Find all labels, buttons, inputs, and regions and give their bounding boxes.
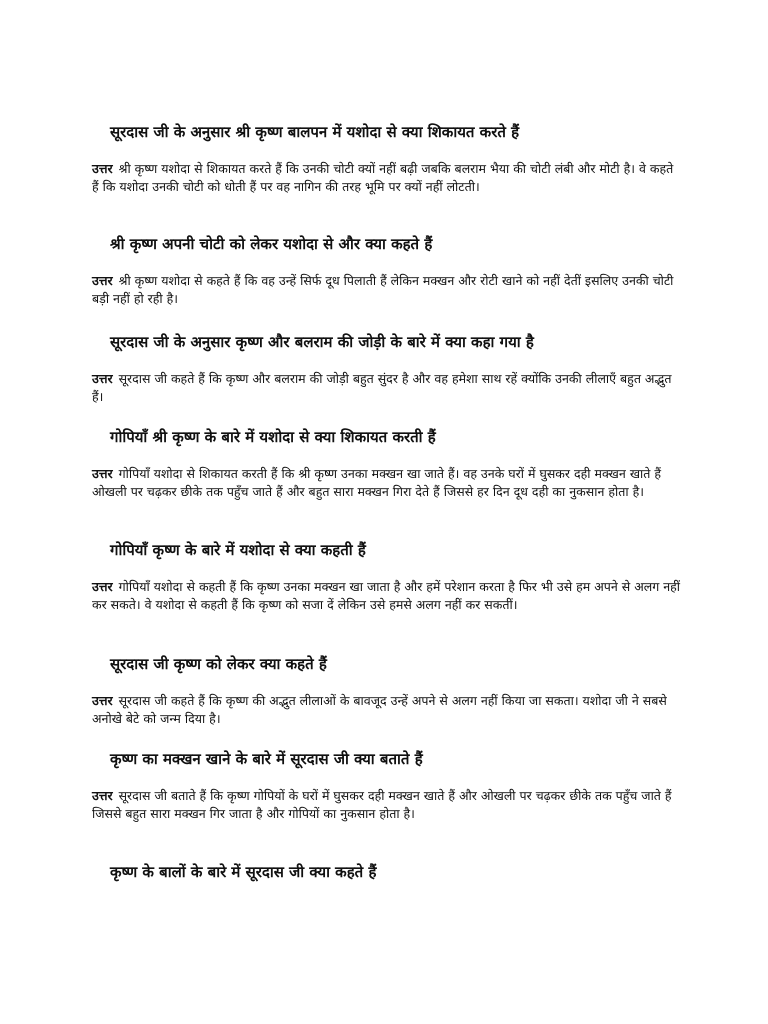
answer-text: सूरदास जी कहते हैं कि कृष्ण और बलराम की जोड़ी बहुत सुंदर है और वह हमेशा साथ रहें क्योंकि उनकी लीलाएँ बहुत अद्भुत हैं। <box>92 371 672 404</box>
answer-label: उत्तर <box>92 579 113 594</box>
qa-section <box>92 748 682 823</box>
answer-label: उत्तर <box>92 161 113 176</box>
qa-section <box>92 233 682 308</box>
question-heading: सूरदास जी के अनुसार कृष्ण और बलराम की जोड़ी के बारे में क्या कहा गया है <box>110 333 534 351</box>
answer-label: उत्तर <box>92 788 113 803</box>
answer-paragraph <box>92 465 682 501</box>
answer-paragraph <box>92 370 682 406</box>
qa-section <box>92 539 682 614</box>
answer-paragraph <box>92 787 682 823</box>
qa-section <box>92 426 682 501</box>
answer-label: उत्तर <box>92 466 113 481</box>
answer-text: गोपियाँ यशोदा से कहती हैं कि कृष्ण उनका मक्खन खा जाता है और हमें परेशान करता है फिर भी उसे हम अपने से अलग नहीं कर सकते। वे यशोदा से कहती हैं कि कृष्ण को सजा दें लेकिन उसे हमसे अलग नहीं कर सकतीं। <box>92 579 681 612</box>
question-heading: कृष्ण के बालों के बारे में सूरदास जी क्या कहते हैं <box>110 863 377 881</box>
answer-text: सूरदास जी बताते हैं कि कृष्ण गोपियों के घरों में घुसकर दही मक्खन खाते हैं और ओखली पर चढ़कर छीके तक पहुँच जाते हैं जिससे बहुत सारा मक्खन गिर जाता है और गोपियों का नुकसान होता है। <box>92 788 672 821</box>
answer-paragraph <box>92 692 682 728</box>
question-heading: कृष्ण का मक्खन खाने के बारे में सूरदास जी क्या बताते हैं <box>110 750 423 768</box>
answer-text: श्री कृष्ण यशोदा से शिकायत करते हैं कि उनकी चोटी क्यों नहीं बढ़ी जबकि बलराम भैया की चोटी लंबी और मोटी है। वे कहते हैं कि यशोदा उनकी चोटी को धोती हैं पर वह नागिन की तरह भूमि पर क्यों नहीं लोटती। <box>92 161 674 194</box>
answer-text: श्री कृष्ण यशोदा से कहते हैं कि वह उन्हें सिर्फ दूध पिलाती हैं लेकिन मक्खन और रोटी खाने को नहीं देतीं इसलिए उनकी चोटी बड़ी नहीं हो रही है। <box>92 273 674 306</box>
answer-text: गोपियाँ यशोदा से शिकायत करती हैं कि श्री कृष्ण उनका मक्खन खा जाते हैं। वह उनके घरों में घुसकर दही मक्खन खाते हैं ओखली पर चढ़कर छीके तक पहुँच जाते हैं और बहुत सारा मक्खन गिरा देते हैं जिससे हर दिन दूध दही का नुकसान होता है। <box>92 466 662 499</box>
answer-paragraph <box>92 578 682 614</box>
question-heading: गोपियाँ कृष्ण के बारे में यशोदा से क्या कहती हैं <box>110 541 366 559</box>
question-heading: गोपियाँ श्री कृष्ण के बारे में यशोदा से क्या शिकायत करती हैं <box>110 428 436 446</box>
answer-label: उत्तर <box>92 273 113 288</box>
answer-paragraph <box>92 160 682 196</box>
question-heading: सूरदास जी के अनुसार श्री कृष्ण बालपन में यशोदा से क्या शिकायत करते हैं <box>110 123 520 141</box>
question-heading: सूरदास जी कृष्ण को लेकर क्या कहते हैं <box>110 655 327 673</box>
qa-section <box>92 861 682 883</box>
question-heading: श्री कृष्ण अपनी चोटी को लेकर यशोदा से और क्या कहते हैं <box>110 235 433 253</box>
qa-section <box>92 121 682 196</box>
answer-paragraph <box>92 272 682 308</box>
answer-text: सूरदास जी कहते हैं कि कृष्ण की अद्भुत लीलाओं के बावजूद उन्हें अपने से अलग नहीं किया जा सकता। यशोदा जी ने सबसे अनोखे बेटे को जन्म दिया है। <box>92 693 667 726</box>
qa-section <box>92 331 682 406</box>
qa-section <box>92 653 682 728</box>
answer-label: उत्तर <box>92 693 113 708</box>
answer-label: उत्तर <box>92 371 113 386</box>
